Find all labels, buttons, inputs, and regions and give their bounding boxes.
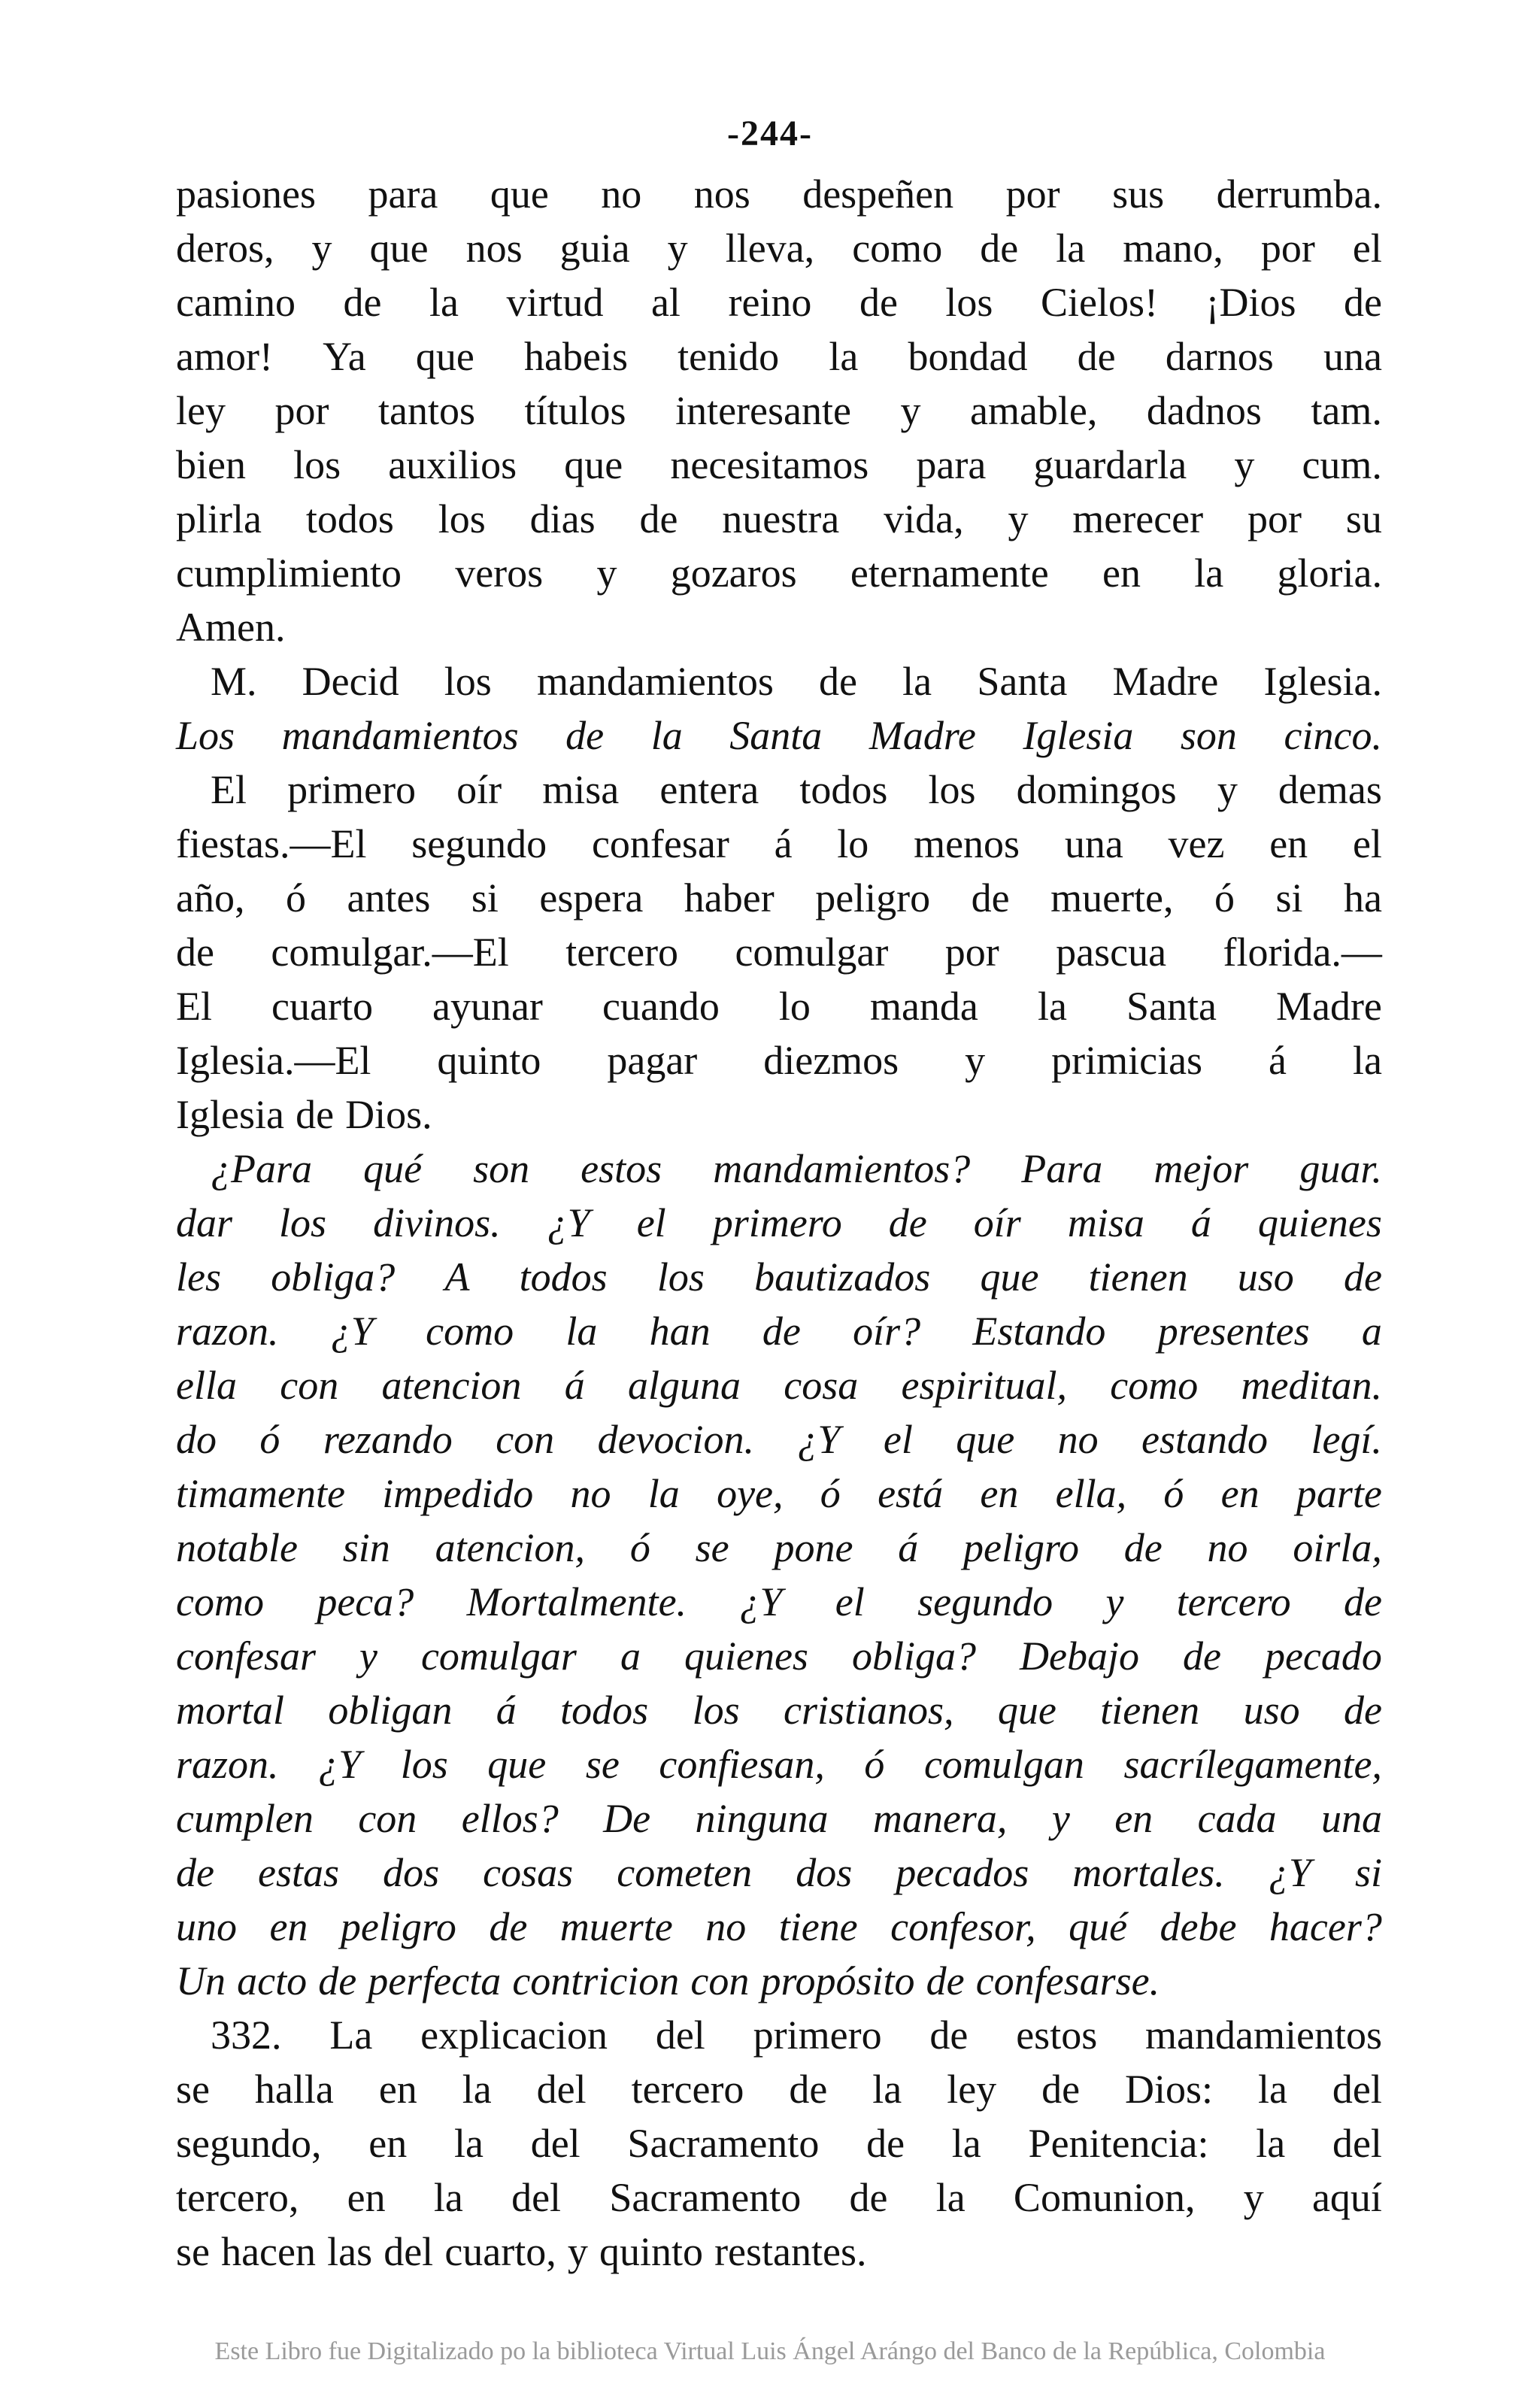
text-line: ella con atencion á alguna cosa espiritual, como meditan. xyxy=(176,1363,1382,1408)
text-line: ley por tantos títulos interesante y amable, dadnos tam. xyxy=(176,388,1382,433)
page-number: -244- xyxy=(727,114,813,153)
text-line: Los mandamientos de la Santa Madre Iglesia son cinco. xyxy=(176,713,1382,758)
text-line: de estas dos cosas cometen dos pecados mortales. ¿Y si xyxy=(176,1850,1382,1895)
text-line: dar los divinos. ¿Y el primero de oír misa á quienes xyxy=(176,1200,1382,1245)
digitization-footer: Este Libro fue Digitalizado po la biblioteca Virtual Luis Ángel Arángo del Banco de la República, Colombia xyxy=(214,2337,1326,2365)
text-line: El primero oír misa entera todos los domingos y demas xyxy=(211,767,1382,812)
text-line: bien los auxilios que necesitamos para guardarla y cum. xyxy=(176,442,1382,487)
text-line: se halla en la del tercero de la ley de Dios: la del xyxy=(176,2067,1382,2112)
text-line: año, ó antes si espera haber peligro de muerte, ó si ha xyxy=(176,875,1382,921)
text-line: se hacen las del cuarto, y quinto restantes. xyxy=(176,2229,867,2274)
text-line: uno en peligro de muerte no tiene confesor, qué debe hacer? xyxy=(176,1904,1382,1949)
page-body xyxy=(176,167,1382,2279)
text-line: como peca? Mortalmente. ¿Y el segundo y tercero de xyxy=(176,1579,1382,1624)
text-line: confesar y comulgar a quienes obliga? Debajo de pecado xyxy=(176,1633,1382,1679)
text-line: deros, y que nos guia y lleva, como de la mano, por el xyxy=(176,226,1382,271)
text-line: tercero, en la del Sacramento de la Comunion, y aquí xyxy=(176,2175,1382,2220)
text-line: Iglesia de Dios. xyxy=(176,1092,432,1137)
text-line: cumplimiento veros y gozaros eternamente en la gloria. xyxy=(176,551,1382,596)
text-line: razon. ¿Y como la han de oír? Estando presentes a xyxy=(176,1309,1382,1354)
text-line: Iglesia.—El quinto pagar diezmos y primicias á la xyxy=(176,1038,1382,1083)
text-line: mortal obligan á todos los cristianos, que tienen uso de xyxy=(176,1688,1382,1733)
text-line: les obliga? A todos los bautizados que tienen uso de xyxy=(176,1254,1382,1300)
text-line: cumplen con ellos? De ninguna manera, y en cada una xyxy=(176,1796,1382,1841)
text-line: plirla todos los dias de nuestra vida, y merecer por su xyxy=(176,496,1382,541)
text-line: pasiones para que no nos despeñen por sus derrumba. xyxy=(176,171,1382,217)
text-line: M. Decid los mandamientos de la Santa Madre Iglesia. xyxy=(211,659,1382,704)
text-line: de comulgar.—El tercero comulgar por pascua florida.— xyxy=(176,930,1382,975)
text-line: 332. La explicacion del primero de estos mandamientos xyxy=(211,2012,1382,2058)
text-line: razon. ¿Y los que se confiesan, ó comulgan sacrílegamente, xyxy=(176,1742,1382,1787)
text-line: Un acto de perfecta contricion con propósito de confesarse. xyxy=(176,1958,1160,2003)
text-line: timamente impedido no la oye, ó está en ella, ó en parte xyxy=(176,1471,1382,1516)
text-line: do ó rezando con devocion. ¿Y el que no estando legí. xyxy=(176,1417,1382,1462)
text-line: amor! Ya que habeis tenido la bondad de darnos una xyxy=(176,334,1382,379)
text-line: El cuarto ayunar cuando lo manda la Santa Madre xyxy=(176,984,1382,1029)
text-line: camino de la virtud al reino de los Cielos! ¡Dios de xyxy=(176,280,1382,325)
text-line: Amen. xyxy=(176,605,286,650)
text-line: ¿Para qué son estos mandamientos? Para mejor guar. xyxy=(211,1146,1382,1191)
text-line: notable sin atencion, ó se pone á peligro de no oirla, xyxy=(176,1525,1382,1570)
text-line: segundo, en la del Sacramento de la Penitencia: la del xyxy=(176,2121,1382,2166)
text-line: fiestas.—El segundo confesar á lo menos una vez en el xyxy=(176,821,1382,866)
